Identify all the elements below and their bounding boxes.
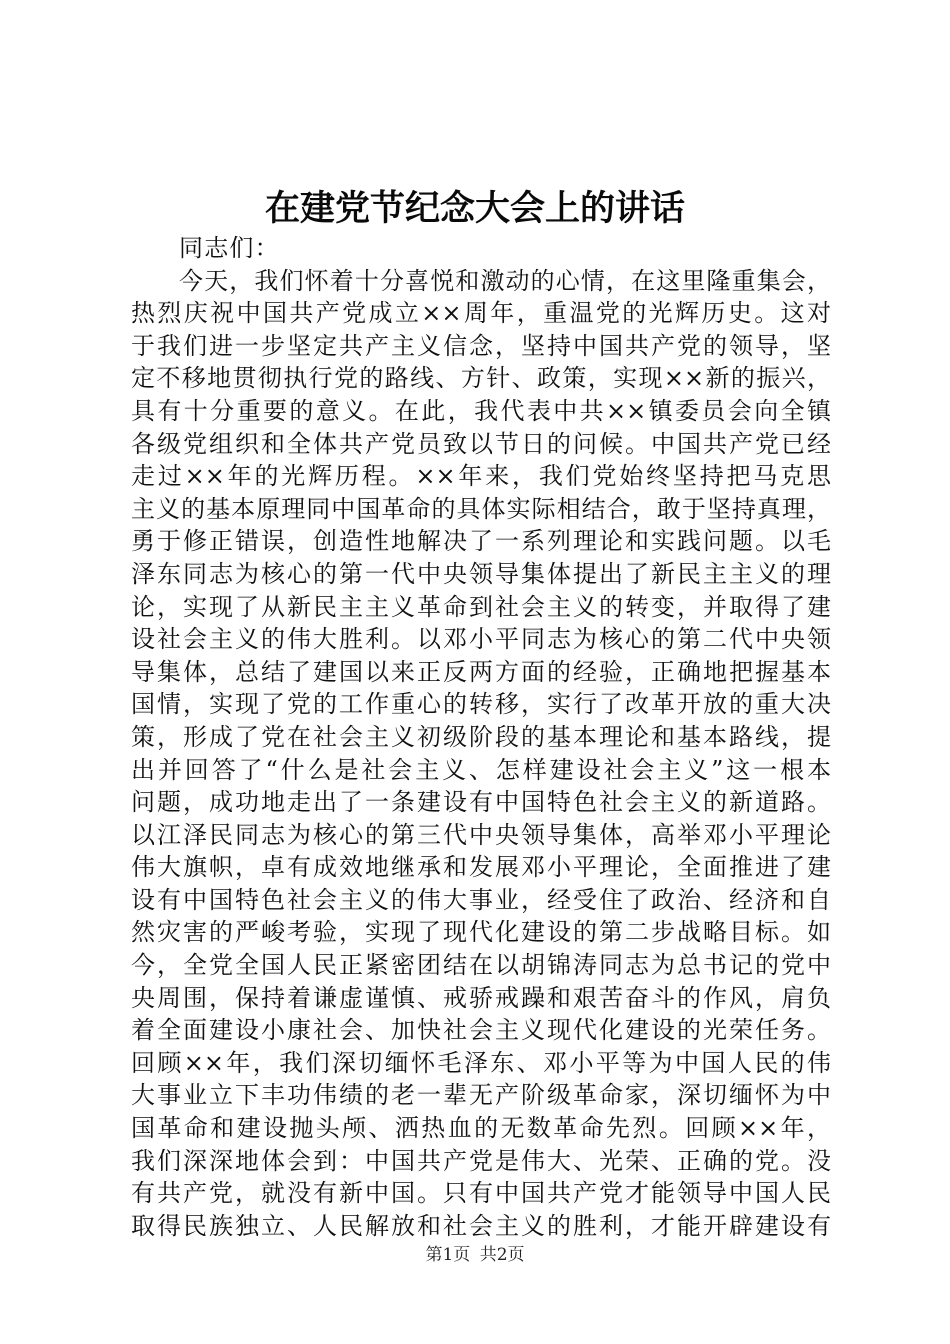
paragraph-line: 着全面建设小康社会、加快社会主义现代化建设的光荣任务。 <box>131 1016 831 1045</box>
paragraph-line: 具有十分重要的意义。在此，我代表中共××镇委员会向全镇 <box>131 396 831 425</box>
page-number-current: 第1页 <box>425 1245 471 1265</box>
paragraph-line: 泽东同志为核心的第一代中央领导集体提出了新民主主义的理 <box>131 559 831 588</box>
paragraph-line: 设有中国特色社会主义的伟大事业，经受住了政治、经济和自 <box>131 885 831 914</box>
document-body <box>131 232 831 1242</box>
paragraph-line: 走过××年的光辉历程。××年来，我们党始终坚持把马克思 <box>131 462 831 491</box>
paragraph-line: 伟大旗帜，卓有成效地继承和发展邓小平理论，全面推进了建 <box>131 853 831 882</box>
paragraph-line: 勇于修正错误，创造性地解决了一系列理论和实践问题。以毛 <box>131 527 831 556</box>
paragraph-line: 各级党组织和全体共产党员致以节日的问候。中国共产党已经 <box>131 429 831 458</box>
paragraph-line: 取得民族独立、人民解放和社会主义的胜利，才能开辟建设有 <box>131 1211 831 1240</box>
paragraph-line: 大事业立下丰功伟绩的老一辈无产阶级革命家，深切缅怀为中 <box>131 1081 831 1110</box>
paragraph-line: 今，全党全国人民正紧密团结在以胡锦涛同志为总书记的党中 <box>131 951 831 980</box>
paragraph-line: 论，实现了从新民主主义革命到社会主义的转变，并取得了建 <box>131 592 831 621</box>
paragraph-line: 国情，实现了党的工作重心的转移，实行了改革开放的重大决 <box>131 690 831 719</box>
paragraph-line: 主义的基本原理同中国革命的具体实际相结合，敢于坚持真理， <box>131 494 831 523</box>
paragraph-line: 国革命和建设抛头颅、洒热血的无数革命先烈。回顾××年， <box>131 1114 831 1143</box>
paragraph-line: 问题，成功地走出了一条建设有中国特色社会主义的新道路。 <box>131 788 831 817</box>
paragraph-line: 以江泽民同志为核心的第三代中央领导集体，高举邓小平理论 <box>131 820 831 849</box>
paragraph-line: 然灾害的严峻考验，实现了现代化建设的第二步战略目标。如 <box>131 918 831 947</box>
paragraph-line: 导集体，总结了建国以来正反两方面的经验，正确地把握基本 <box>131 657 831 686</box>
paragraph-line: 出并回答了“什么是社会主义、怎样建设社会主义”这一根本 <box>131 755 831 784</box>
paragraph-line: 定不移地贯彻执行党的路线、方针、政策，实现××新的振兴， <box>131 364 831 393</box>
paragraph-line: 有共产党，就没有新中国。只有中国共产党才能领导中国人民 <box>131 1179 831 1208</box>
paragraph-line: 回顾××年，我们深切缅怀毛泽东、邓小平等为中国人民的伟 <box>131 1048 831 1077</box>
salutation: 同志们： <box>179 234 280 262</box>
paragraph-line: 于我们进一步坚定共产主义信念，坚持中国共产党的领导，坚 <box>131 331 831 360</box>
paragraph-line: 设社会主义的伟大胜利。以邓小平同志为核心的第二代中央领 <box>131 625 831 654</box>
paragraph-line: 策，形成了党在社会主义初级阶段的基本理论和基本路线，提 <box>131 722 831 751</box>
document-title: 在建党节纪念大会上的讲话 <box>264 188 685 229</box>
page-number-total: 共2页 <box>479 1245 525 1265</box>
paragraph-line: 热烈庆祝中国共产党成立××周年，重温党的光辉历史。这对 <box>131 299 831 328</box>
page-footer <box>0 1244 950 1266</box>
paragraph-line: 央周围，保持着谦虚谨慎、戒骄戒躁和艰苦奋斗的作风，肩负 <box>131 983 831 1012</box>
paragraph-line: 今天，我们怀着十分喜悦和激动的心情，在这里隆重集会， <box>179 266 831 295</box>
paragraph-line: 我们深深地体会到：中国共产党是伟大、光荣、正确的党。没 <box>131 1146 831 1175</box>
